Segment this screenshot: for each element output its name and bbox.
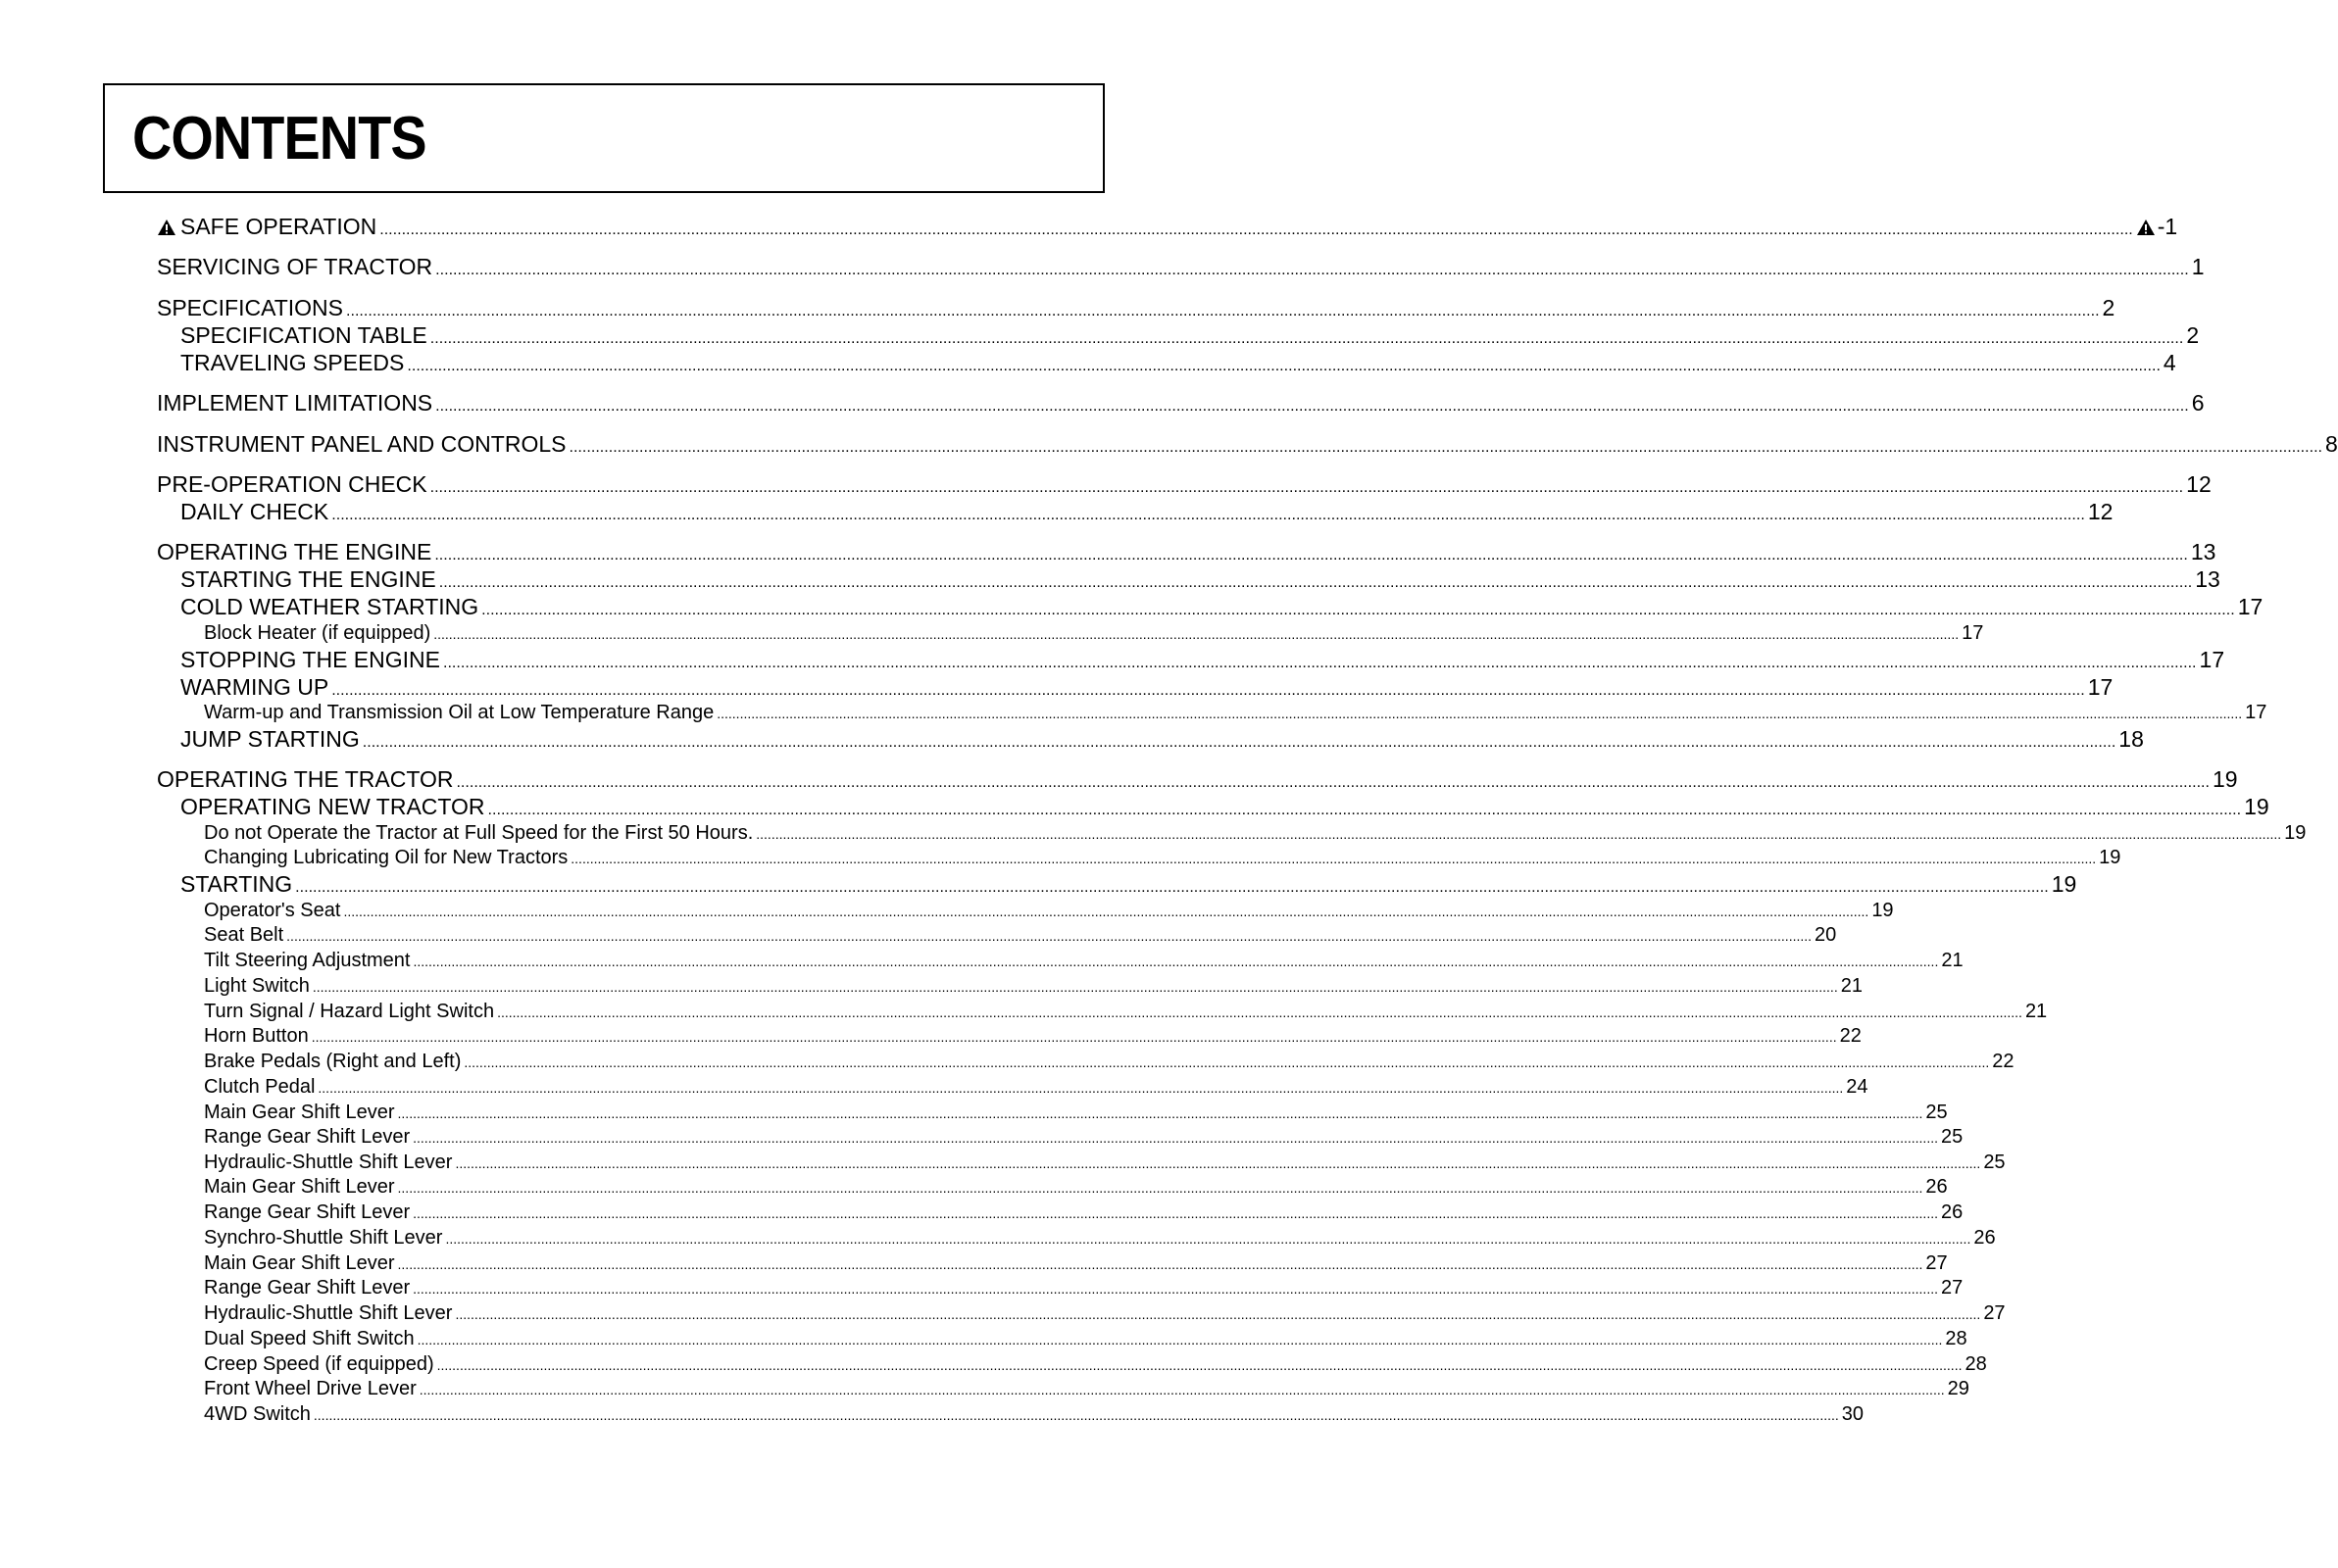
toc-page-number [2025, 1001, 2047, 1023]
toc-page-number [1871, 900, 1893, 922]
toc-page-number [1925, 1176, 1947, 1199]
toc-page-number-text: 19 [2244, 794, 2269, 819]
toc-entry-label [157, 539, 431, 565]
toc-entry [157, 295, 2115, 321]
toc-entry-label [157, 431, 566, 458]
dot-leader: ................................................................................................................................................................................................................................................................................................................................................................................................................ [455, 1155, 1981, 1171]
toc-entry [157, 254, 2205, 280]
toc-entry [204, 1378, 1969, 1400]
toc-entry [157, 214, 2178, 240]
toc-entry [204, 1001, 2048, 1023]
toc-entry [204, 1201, 1964, 1224]
dot-leader: ................................................................................................................................................................................................................................................................................................................................................................................................................ [455, 1306, 1981, 1322]
toc-page-number-text: 13 [2195, 566, 2220, 592]
toc-page-number [2245, 702, 2266, 724]
toc-page-number [1941, 950, 1963, 972]
toc-page-number [2186, 471, 2212, 498]
dot-leader: ................................................................................................................................................................................................................................................................................................................................................................................................................ [312, 979, 1838, 995]
dot-leader: ................................................................................................................................................................................................................................................................................................................................................................................................................ [413, 1130, 1938, 1146]
toc-page-number [2244, 794, 2269, 820]
toc-entry [204, 622, 1984, 645]
toc-entry-label [157, 471, 427, 498]
toc-entry-label [180, 594, 478, 620]
toc-page-number-text: 19 [2099, 847, 2121, 868]
toc-page-number [2238, 594, 2263, 620]
toc-entry [204, 1152, 2006, 1174]
toc-page-number-text: -1 [2157, 214, 2178, 239]
toc-entry [180, 726, 2144, 753]
toc-entry [180, 647, 2225, 673]
toc-page-number-text: 19 [1871, 900, 1894, 921]
toc-entry [204, 950, 1964, 972]
toc-page-number-text: 21 [1941, 950, 1964, 971]
toc-entry [204, 1328, 1967, 1350]
dot-leader: ................................................................................................................................................................................................................................................................................................................................................................................................................ [464, 1054, 1990, 1070]
toc-entry [180, 566, 2220, 593]
toc-entry-label [204, 1302, 452, 1325]
toc-entry [157, 431, 2338, 458]
toc-entry [157, 390, 2205, 416]
toc-page-number [2192, 390, 2205, 416]
toc-page-number-text: 27 [1940, 1277, 1964, 1298]
toc-entry [180, 322, 2200, 349]
toc-entry [204, 975, 1863, 998]
toc-entry-label [204, 1025, 309, 1048]
toc-page-number [1841, 975, 1863, 998]
toc-entry [180, 674, 2114, 701]
toc-page-number [2195, 566, 2220, 593]
dot-leader: ................................................................................................................................................................................................................................................................................................................................................................................................................ [569, 438, 2323, 456]
toc-page-number [1945, 1328, 1966, 1350]
toc-page-number [2200, 647, 2225, 673]
toc-page-number [1965, 1353, 1986, 1376]
toc-entry-label [204, 1277, 410, 1299]
toc-entry-label [204, 950, 410, 972]
toc-page-number [2191, 539, 2216, 565]
toc-entry-text: JUMP STARTING [180, 726, 360, 752]
toc-entry-text: PRE-OPERATION CHECK [157, 471, 427, 497]
toc-entry-text: INSTRUMENT PANEL AND CONTROLS [157, 431, 567, 457]
toc-page-number [2103, 295, 2115, 321]
toc-page-number-text: 25 [1940, 1126, 1964, 1148]
toc-entry [204, 1051, 2015, 1073]
toc-entry-label [180, 350, 404, 376]
toc-entry-label [204, 924, 283, 947]
dot-leader: ................................................................................................................................................................................................................................................................................................................................................................................................................ [487, 801, 2242, 818]
toc-entry-label [180, 794, 485, 820]
toc-entry-text: COLD WEATHER STARTING [180, 594, 479, 619]
toc-entry-label [204, 1076, 315, 1099]
toc-entry-text: Synchro-Shuttle Shift Lever [204, 1227, 443, 1249]
toc-entry-text: Range Gear Shift Lever [204, 1126, 411, 1148]
toc-entry-text: Horn Button [204, 1025, 309, 1047]
toc-page-number [1842, 1403, 1864, 1426]
toc-entry-text: OPERATING THE TRACTOR [157, 766, 454, 792]
toc-page-number-text: 20 [1815, 924, 1837, 946]
toc-page-number-text: 4 [2163, 350, 2176, 375]
toc-entry-text: Hydraulic-Shuttle Shift Lever [204, 1152, 453, 1173]
toc-entry-label [204, 975, 310, 998]
dot-leader: ................................................................................................................................................................................................................................................................................................................................................................................................................ [433, 626, 1960, 642]
toc-page-number-text: 19 [2213, 766, 2238, 792]
toc-entry [204, 1252, 1948, 1275]
toc-page-number [2118, 726, 2144, 753]
toc-entry-text: Light Switch [204, 975, 310, 997]
toc-entry-text: Block Heater (if equipped) [204, 622, 431, 644]
toc-page-number-text: 19 [2051, 871, 2077, 897]
toc-entry [157, 471, 2212, 498]
toc-page-number-text: 1 [2191, 254, 2205, 279]
toc-entry-text: Main Gear Shift Lever [204, 1176, 395, 1198]
toc-entry [204, 1277, 1964, 1299]
toc-entry-label [180, 647, 440, 673]
toc-entry-text: Clutch Pedal [204, 1076, 316, 1098]
toc-page-number [1983, 1152, 2005, 1174]
toc-page-number-text: 17 [2245, 702, 2267, 723]
toc-page-number-text: 12 [2186, 471, 2212, 497]
warning-triangle-icon [2136, 219, 2156, 236]
toc-entry-text: TRAVELING SPEEDS [180, 350, 405, 375]
toc-entry-label [204, 1378, 417, 1400]
toc-entry [204, 822, 2307, 845]
toc-entry [204, 1227, 1996, 1250]
dot-leader: ................................................................................................................................................................................................................................................................................................................................................................................................................ [429, 329, 2184, 347]
toc-page-number [2088, 674, 2114, 701]
toc-entry-label [204, 1152, 452, 1174]
toc-entry [204, 1403, 1865, 1426]
toc-page-number-text: 8 [2325, 431, 2338, 457]
toc-entry-text: STARTING [180, 871, 293, 897]
toc-page-number-text: 27 [1983, 1302, 2006, 1324]
dot-leader: ................................................................................................................................................................................................................................................................................................................................................................................................................ [397, 1256, 1923, 1272]
dot-leader: ................................................................................................................................................................................................................................................................................................................................................................................................................ [331, 506, 2085, 523]
toc-entry-label [204, 622, 430, 645]
toc-entry-text: Changing Lubricating Oil for New Tractors [204, 847, 569, 868]
toc-entry-text: STOPPING THE ENGINE [180, 647, 440, 672]
toc-entry-text: DAILY CHECK [180, 499, 329, 524]
toc-page-number-text: 6 [2191, 390, 2205, 416]
dot-leader: ................................................................................................................................................................................................................................................................................................................................................................................................................ [442, 654, 2197, 671]
toc-entry-text: IMPLEMENT LIMITATIONS [157, 390, 433, 416]
toc-entry [180, 499, 2114, 525]
toc-entry-text: SPECIFICATIONS [157, 295, 343, 320]
toc-entry [204, 847, 2121, 869]
toc-entry [180, 594, 2263, 620]
toc-page-number-text: 19 [2284, 822, 2307, 844]
toc-entry [180, 871, 2077, 898]
toc-entry-text: SAFE OPERATION [180, 214, 377, 239]
toc-page-number-text: 12 [2087, 499, 2114, 524]
toc-entry-label [204, 822, 753, 845]
dot-leader: ................................................................................................................................................................................................................................................................................................................................................................................................................ [417, 1332, 1943, 1348]
toc-entry-text: Main Gear Shift Lever [204, 1252, 395, 1274]
toc-page-number [1941, 1277, 1963, 1299]
toc-entry-text: Operator's Seat [204, 900, 341, 921]
dot-leader: ................................................................................................................................................................................................................................................................................................................................................................................................................ [407, 357, 2161, 374]
dot-leader: ................................................................................................................................................................................................................................................................................................................................................................................................................ [331, 681, 2085, 699]
toc-page-number [1815, 924, 1836, 947]
toc-page-number [2186, 322, 2199, 349]
toc-entry-text: Hydraulic-Shuttle Shift Lever [204, 1302, 453, 1324]
toc-entry-label [204, 1353, 434, 1376]
toc-entry-text: SERVICING OF TRACTOR [157, 254, 433, 279]
toc-entry-text: Front Wheel Drive Lever [204, 1378, 417, 1399]
toc-page-number-text: 25 [1983, 1152, 2006, 1173]
dot-leader: ................................................................................................................................................................................................................................................................................................................................................................................................................ [436, 1357, 1963, 1373]
dot-leader: ................................................................................................................................................................................................................................................................................................................................................................................................................ [413, 954, 1939, 969]
toc-entry-label [180, 871, 292, 898]
toc-page-number [2099, 847, 2120, 869]
dot-leader: ................................................................................................................................................................................................................................................................................................................................................................................................................ [346, 302, 2100, 319]
toc-entry-text: Warm-up and Transmission Oil at Low Temperature Range [204, 702, 715, 723]
toc-page-number [1962, 622, 1983, 645]
dot-leader: ................................................................................................................................................................................................................................................................................................................................................................................................................ [413, 1281, 1938, 1297]
toc-page-number-text: 26 [1940, 1201, 1964, 1223]
toc-entry [204, 1076, 1868, 1099]
toc-page-number [1983, 1302, 2005, 1325]
toc-page-number-text: 26 [1973, 1227, 1996, 1249]
toc-page-number [2284, 822, 2306, 845]
toc-page-number [2052, 871, 2077, 898]
toc-page-number-text: 17 [1962, 622, 1984, 644]
toc-entry-label [204, 1102, 395, 1124]
toc-entry [157, 766, 2238, 793]
toc-page-number-text: 24 [1846, 1076, 1868, 1098]
toc-page-number-text: 30 [1841, 1403, 1865, 1425]
toc-entry-text: OPERATING NEW TRACTOR [180, 794, 485, 819]
toc-page-number [2164, 350, 2176, 376]
dot-leader: ................................................................................................................................................................................................................................................................................................................................................................................................................ [343, 904, 1869, 919]
toc-entry-label [204, 1403, 311, 1426]
toc-entry-text: Dual Speed Shift Switch [204, 1328, 415, 1349]
toc-entry-label [204, 1227, 442, 1250]
toc-page-number-text: 17 [2087, 674, 2114, 700]
toc-page-number [1973, 1227, 1995, 1250]
toc-entry [204, 1025, 1862, 1048]
toc-page-number-text: 21 [1840, 975, 1863, 997]
toc-page-number-text: 26 [1925, 1176, 1948, 1198]
toc-entry-label [157, 254, 432, 280]
toc-entry-text: Turn Signal / Hazard Light Switch [204, 1001, 495, 1022]
toc-page-number-text: 17 [2199, 647, 2225, 672]
toc-entry-text: STARTING THE ENGINE [180, 566, 436, 592]
toc-entry [204, 702, 2267, 724]
dot-leader: ................................................................................................................................................................................................................................................................................................................................................................................................................ [379, 220, 2133, 238]
toc-entry-label [157, 390, 432, 416]
toc-entry [204, 900, 1894, 922]
dot-leader: ................................................................................................................................................................................................................................................................................................................................................................................................................ [397, 1180, 1923, 1196]
toc-entry-text: OPERATING THE ENGINE [157, 539, 432, 564]
dot-leader: ................................................................................................................................................................................................................................................................................................................................................................................................................ [756, 826, 2282, 842]
toc-entry [204, 924, 1837, 947]
toc-entry-label [157, 766, 453, 793]
toc-page-number [2136, 214, 2177, 240]
toc-entry [204, 1302, 2006, 1325]
title-box [103, 83, 1105, 193]
toc-entry-label [204, 1328, 415, 1350]
dot-leader: ................................................................................................................................................................................................................................................................................................................................................................................................................ [311, 1029, 1837, 1045]
toc-page-number-text: 17 [2237, 594, 2263, 619]
toc-entry-text: Do not Operate the Tractor at Full Speed for the First 50 Hours. [204, 822, 754, 844]
toc-page-number-text: 18 [2118, 726, 2144, 752]
page-title: CONTENTS [132, 105, 426, 172]
dot-leader: ................................................................................................................................................................................................................................................................................................................................................................................................................ [456, 773, 2210, 791]
dot-leader: ................................................................................................................................................................................................................................................................................................................................................................................................................ [571, 851, 2097, 866]
toc-page-number-text: 28 [1965, 1353, 1987, 1375]
toc-page-number [1840, 1025, 1862, 1048]
toc-entry-label [204, 900, 340, 922]
dot-leader: ................................................................................................................................................................................................................................................................................................................................................................................................................ [438, 573, 2193, 591]
dot-leader: ................................................................................................................................................................................................................................................................................................................................................................................................................ [429, 478, 2184, 496]
toc-entry-label [180, 566, 436, 593]
dot-leader: ................................................................................................................................................................................................................................................................................................................................................................................................................ [295, 878, 2049, 896]
warning-triangle-icon [157, 219, 176, 236]
toc-page-number-text: 25 [1925, 1102, 1948, 1123]
toc-entry [180, 794, 2269, 820]
toc-entry-text: WARMING UP [180, 674, 329, 700]
toc-entry-text: Creep Speed (if equipped) [204, 1353, 434, 1375]
dot-leader: ................................................................................................................................................................................................................................................................................................................................................................................................................ [435, 397, 2189, 415]
dot-leader: ................................................................................................................................................................................................................................................................................................................................................................................................................ [313, 1407, 1839, 1423]
toc-page-number [2325, 431, 2338, 458]
toc-page-number [2088, 499, 2114, 525]
toc-page-number [2213, 766, 2238, 793]
toc-entry-label [180, 726, 360, 753]
toc-entry [204, 1102, 1948, 1124]
toc-entry-text: Range Gear Shift Lever [204, 1277, 411, 1298]
toc-entry-label [204, 847, 568, 869]
toc-entry-label [204, 1252, 395, 1275]
toc-entry-text: Brake Pedals (Right and Left) [204, 1051, 462, 1072]
dot-leader: ................................................................................................................................................................................................................................................................................................................................................................................................................ [445, 1231, 1971, 1247]
toc-entry-label [204, 1176, 395, 1199]
dot-leader: ................................................................................................................................................................................................................................................................................................................................................................................................................ [434, 546, 2188, 564]
toc-page-number [1941, 1126, 1963, 1149]
dot-leader: ................................................................................................................................................................................................................................................................................................................................................................................................................ [419, 1382, 1945, 1397]
toc-page-number [1925, 1102, 1947, 1124]
dot-leader: ................................................................................................................................................................................................................................................................................................................................................................................................................ [397, 1105, 1923, 1121]
toc-entry [180, 350, 2176, 376]
toc-entry-label [157, 214, 376, 240]
toc-page-number-text: 29 [1947, 1378, 1969, 1399]
toc-page-number [1941, 1201, 1963, 1224]
toc-entry-text: Range Gear Shift Lever [204, 1201, 411, 1223]
dot-leader: ................................................................................................................................................................................................................................................................................................................................................................................................................ [497, 1004, 2022, 1020]
toc-entry-label [204, 1001, 494, 1023]
toc-entry [204, 1353, 1987, 1376]
toc-entry-label [157, 295, 343, 321]
toc-entry-text: Seat Belt [204, 924, 284, 946]
dot-leader: ................................................................................................................................................................................................................................................................................................................................................................................................................ [717, 706, 2243, 721]
toc-entry [204, 1126, 1964, 1149]
toc-entry-text: Main Gear Shift Lever [204, 1102, 395, 1123]
toc-page-number [1948, 1378, 1969, 1400]
toc-entry-label [180, 322, 427, 349]
dot-leader: ................................................................................................................................................................................................................................................................................................................................................................................................................ [286, 928, 1813, 944]
toc-entry-label [204, 1201, 410, 1224]
toc-page-number [1846, 1076, 1867, 1099]
toc-entry-label [180, 499, 328, 525]
toc-page-number [1992, 1051, 2014, 1073]
dot-leader: ................................................................................................................................................................................................................................................................................................................................................................................................................ [318, 1080, 1844, 1096]
dot-leader: ................................................................................................................................................................................................................................................................................................................................................................................................................ [435, 261, 2189, 278]
toc-page-number-text: 22 [1992, 1051, 2015, 1072]
toc-entry-text: SPECIFICATION TABLE [180, 322, 427, 348]
toc-page-number [1925, 1252, 1947, 1275]
toc-page-number [2192, 254, 2205, 280]
toc-page-number-text: 2 [2102, 295, 2115, 320]
toc-entry [157, 539, 2216, 565]
dot-leader: ................................................................................................................................................................................................................................................................................................................................................................................................................ [481, 601, 2235, 618]
toc-page-number-text: 21 [2024, 1001, 2048, 1022]
toc-entry-text: Tilt Steering Adjustment [204, 950, 411, 971]
toc-page-number-text: 28 [1945, 1328, 1967, 1349]
toc-entry-text: 4WD Switch [204, 1403, 311, 1425]
dot-leader: ................................................................................................................................................................................................................................................................................................................................................................................................................ [362, 733, 2116, 751]
toc-entry [204, 1176, 1948, 1199]
toc-page-number-text: 27 [1925, 1252, 1948, 1274]
toc-page-number-text: 2 [2186, 322, 2200, 348]
toc-entry-label [204, 1051, 461, 1073]
toc-page-number-text: 22 [1839, 1025, 1862, 1047]
toc-page-number-text: 13 [2190, 539, 2216, 564]
toc-entry-label [204, 1126, 410, 1149]
dot-leader: ................................................................................................................................................................................................................................................................................................................................................................................................................ [413, 1205, 1938, 1221]
toc-entry-label [204, 702, 714, 724]
toc-entry-label [180, 674, 328, 701]
